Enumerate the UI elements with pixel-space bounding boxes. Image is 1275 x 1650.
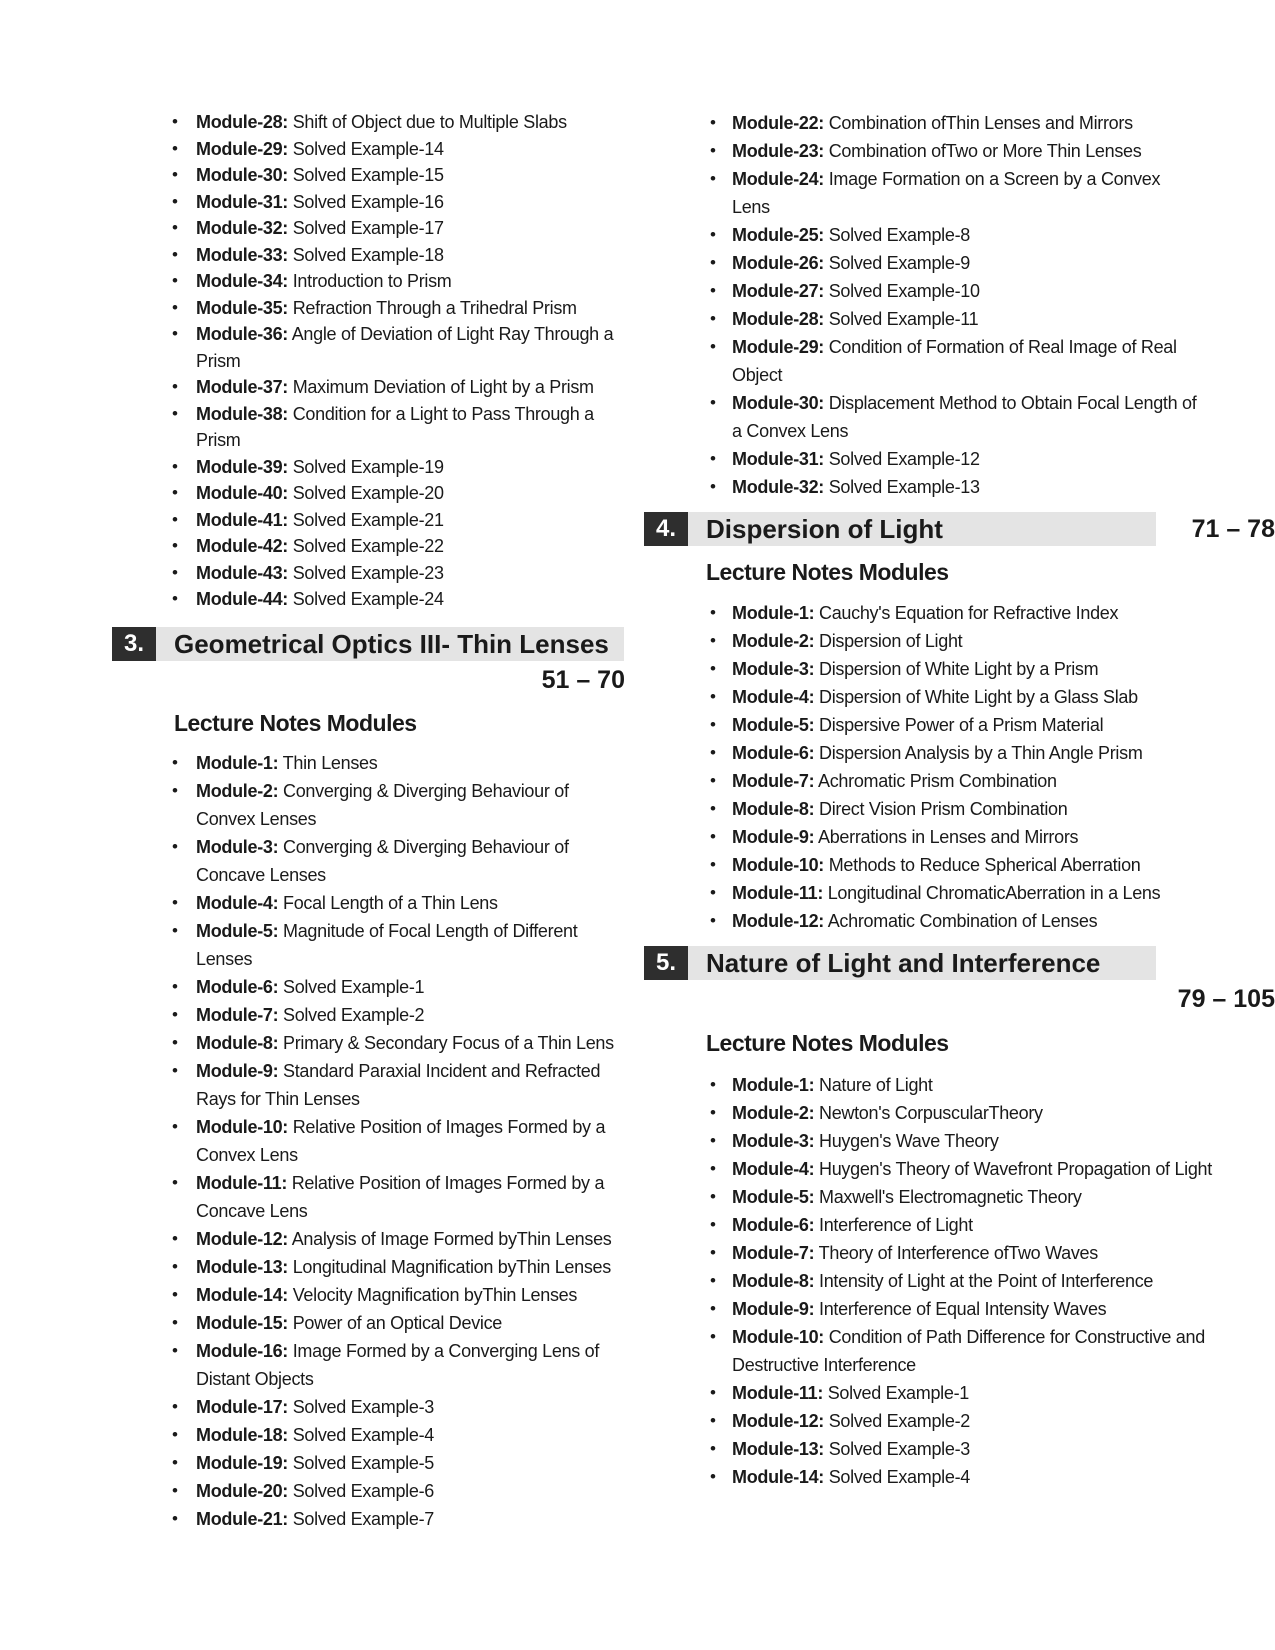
module-number-label: Module-32: xyxy=(732,477,825,497)
module-number-label: Module-27: xyxy=(732,281,825,301)
module-list-item xyxy=(196,749,626,777)
module-title: Solved Example-15 xyxy=(288,165,444,185)
module-title: Newton's CorpuscularTheory xyxy=(814,1103,1043,1123)
module-list-item xyxy=(732,137,1202,165)
module-list-item xyxy=(196,480,626,507)
module-number-label: Module-1: xyxy=(732,603,815,623)
module-number-label: Module-3: xyxy=(196,837,279,857)
module-number-label: Module-30: xyxy=(196,165,289,185)
module-list-item xyxy=(196,162,626,189)
module-list-item xyxy=(196,242,626,269)
module-number-label: Module-11: xyxy=(732,1383,824,1403)
module-list-item xyxy=(732,795,1212,823)
module-title: Condition of Path Difference for Constructive and Destructive Interference xyxy=(732,1327,1205,1375)
module-title: Solved Example-22 xyxy=(288,536,444,556)
module-number-label: Module-6: xyxy=(732,743,815,763)
module-title: Interference of Light xyxy=(814,1215,973,1235)
module-list-item xyxy=(196,777,626,833)
module-title: Relative Position of Images Formed by a Convex Lens xyxy=(196,1117,606,1165)
module-number-label: Module-2: xyxy=(732,1103,815,1123)
module-list-item xyxy=(732,473,1202,501)
module-title: Solved Example-3 xyxy=(288,1397,434,1417)
module-list-item xyxy=(732,305,1202,333)
module-list-item xyxy=(732,851,1212,879)
module-number-label: Module-10: xyxy=(732,1327,825,1347)
module-number-label: Module-13: xyxy=(196,1257,289,1277)
module-list-item xyxy=(196,507,626,534)
module-list-item xyxy=(196,1225,626,1253)
module-list-item xyxy=(196,533,626,560)
module-title: Solved Example-6 xyxy=(288,1481,434,1501)
module-list-item xyxy=(732,445,1202,473)
module-list-item xyxy=(196,1113,626,1169)
section-3-subheading: Lecture Notes Modules xyxy=(174,710,417,736)
module-number-label: Module-42: xyxy=(196,536,289,556)
module-list-item xyxy=(196,1029,626,1057)
module-number-label: Module-43: xyxy=(196,562,289,583)
module-title: Solved Example-2 xyxy=(278,1005,425,1025)
module-number-label: Module-30: xyxy=(732,393,825,413)
module-list-item xyxy=(196,189,626,216)
module-number-label: Module-41: xyxy=(196,509,289,530)
module-title: Angle of Deviation of Light Ray Through a Prism xyxy=(196,324,614,371)
module-list-item xyxy=(196,1253,626,1281)
module-list-item xyxy=(732,221,1202,249)
module-title: Shift of Object due to Multiple Slabs xyxy=(288,112,567,132)
module-number-label: Module-12: xyxy=(196,1229,289,1249)
module-list-item xyxy=(732,599,1212,627)
module-number-label: Module-24: xyxy=(732,169,825,189)
module-title: Relative Position of Images Formed by a Concave Lens xyxy=(196,1173,605,1221)
section-4-title: Dispersion of Light xyxy=(706,514,943,544)
module-list-continued xyxy=(732,109,1202,501)
module-number-label: Module-14: xyxy=(196,1285,289,1305)
module-title: Solved Example-7 xyxy=(288,1509,434,1529)
module-number-label: Module-3: xyxy=(732,1131,815,1151)
module-list-item xyxy=(732,739,1212,767)
module-title: Solved Example-10 xyxy=(824,281,980,301)
module-title: Dispersion Analysis by a Thin Angle Prism xyxy=(814,743,1143,763)
module-list-item xyxy=(732,627,1212,655)
module-title: Primary & Secondary Focus of a Thin Lens xyxy=(278,1033,614,1053)
section-3-title: Geometrical Optics III- Thin Lenses xyxy=(174,629,609,659)
module-list-item xyxy=(732,277,1202,305)
module-title: Interference of Equal Intensity Waves xyxy=(814,1299,1107,1319)
module-number-label: Module-1: xyxy=(196,753,279,773)
module-title: Focal Length of a Thin Lens xyxy=(278,893,498,913)
module-number-label: Module-5: xyxy=(732,1187,815,1207)
module-list-item xyxy=(196,215,626,242)
module-title: Solved Example-8 xyxy=(824,225,970,245)
module-number-label: Module-3: xyxy=(732,659,815,679)
module-number-label: Module-18: xyxy=(196,1425,289,1445)
module-number-label: Module-21: xyxy=(196,1509,289,1529)
module-title: Dispersive Power of a Prism Material xyxy=(814,715,1104,735)
module-number-label: Module-12: xyxy=(732,1411,825,1431)
module-number-label: Module-12: xyxy=(732,911,825,931)
module-list-item xyxy=(732,767,1212,795)
module-title: Theory of Interference ofTwo Waves xyxy=(814,1243,1098,1263)
module-list-item xyxy=(732,1183,1212,1211)
module-title: Solved Example-19 xyxy=(288,456,444,477)
module-title: Methods to Reduce Spherical Aberration xyxy=(824,855,1141,875)
module-number-label: Module-22: xyxy=(732,113,825,133)
module-list-item xyxy=(196,1309,626,1337)
module-number-label: Module-2: xyxy=(196,781,279,801)
module-number-label: Module-36: xyxy=(196,324,289,344)
module-number-label: Module-31: xyxy=(196,191,289,212)
module-number-label: Module-19: xyxy=(196,1453,289,1473)
module-list-item xyxy=(732,1099,1212,1127)
module-number-label: Module-38: xyxy=(196,403,289,424)
module-title: Dispersion of White Light by a Glass Slab xyxy=(814,687,1138,707)
module-number-label: Module-10: xyxy=(196,1117,289,1137)
module-title: Solved Example-1 xyxy=(278,977,425,997)
module-list-item xyxy=(196,321,626,374)
module-number-label: Module-5: xyxy=(196,921,279,941)
module-number-label: Module-35: xyxy=(196,297,289,318)
section-4-module-list xyxy=(732,599,1212,935)
module-list-item xyxy=(732,907,1212,935)
module-number-label: Module-28: xyxy=(732,309,825,329)
module-title: Solved Example-3 xyxy=(824,1439,970,1459)
module-list-item xyxy=(196,136,626,163)
module-number-label: Module-25: xyxy=(732,225,825,245)
module-number-label: Module-6: xyxy=(732,1215,815,1235)
module-number-label: Module-9: xyxy=(732,827,815,847)
module-title: Solved Example-9 xyxy=(824,253,970,273)
module-number-label: Module-34: xyxy=(196,271,289,291)
module-title: Solved Example-12 xyxy=(824,449,980,469)
module-list-item xyxy=(196,1505,626,1533)
module-title: Image Formation on a Screen by a Convex Lens xyxy=(732,169,1161,217)
module-title: Solved Example-4 xyxy=(288,1425,434,1445)
module-title: Solved Example-18 xyxy=(288,244,444,265)
module-list-item xyxy=(196,268,626,295)
module-number-label: Module-2: xyxy=(732,631,815,651)
module-list-item xyxy=(196,295,626,322)
module-list-item xyxy=(732,1211,1212,1239)
module-number-label: Module-16: xyxy=(196,1341,289,1361)
module-title: Solved Example-20 xyxy=(288,483,444,503)
module-number-label: Module-44: xyxy=(196,589,289,609)
module-list-item xyxy=(196,1169,626,1225)
module-list-item xyxy=(196,1057,626,1113)
section-5-page-range: 79 – 105 xyxy=(1177,985,1275,1013)
module-title: Achromatic Combination of Lenses xyxy=(824,911,1098,931)
section-3-module-list xyxy=(196,749,626,1533)
module-title: Cauchy's Equation for Refractive Index xyxy=(814,603,1119,623)
section-3-page-range: 51 – 70 xyxy=(541,666,625,694)
module-title: Solved Example-16 xyxy=(288,191,444,212)
module-list-item xyxy=(196,560,626,587)
module-list-item xyxy=(732,389,1202,445)
module-list-item xyxy=(732,165,1202,221)
module-title: Thin Lenses xyxy=(278,753,378,773)
module-number-label: Module-26: xyxy=(732,253,825,273)
module-list-item xyxy=(732,879,1212,907)
module-title: Velocity Magnification byThin Lenses xyxy=(288,1285,578,1305)
module-list-item xyxy=(732,1379,1212,1407)
module-list-item xyxy=(196,1449,626,1477)
module-title: Maximum Deviation of Light by a Prism xyxy=(288,377,594,397)
module-number-label: Module-29: xyxy=(196,138,289,159)
module-number-label: Module-7: xyxy=(732,1243,815,1263)
module-title: Combination ofThin Lenses and Mirrors xyxy=(824,113,1133,133)
module-list-item xyxy=(732,711,1212,739)
module-title: Direct Vision Prism Combination xyxy=(814,799,1068,819)
module-title: Intensity of Light at the Point of Interference xyxy=(814,1271,1154,1291)
section-4-subheading: Lecture Notes Modules xyxy=(706,559,949,585)
module-list-item xyxy=(732,655,1212,683)
module-title: Standard Paraxial Incident and Refracted Rays for Thin Lenses xyxy=(196,1061,601,1109)
module-list-item xyxy=(196,1001,626,1029)
module-title: Solved Example-17 xyxy=(288,218,444,238)
module-list-item xyxy=(732,1127,1212,1155)
module-title: Refraction Through a Trihedral Prism xyxy=(288,297,577,318)
module-title: Dispersion of Light xyxy=(814,631,963,651)
module-list-item xyxy=(732,1071,1212,1099)
module-number-label: Module-28: xyxy=(196,112,289,132)
module-number-label: Module-6: xyxy=(196,977,279,997)
module-list-item xyxy=(732,1267,1212,1295)
module-title: Solved Example-24 xyxy=(288,589,444,609)
section-5-module-list xyxy=(732,1071,1212,1491)
module-list-item xyxy=(196,454,626,481)
module-number-label: Module-37: xyxy=(196,377,289,397)
section-5-title: Nature of Light and Interference xyxy=(706,948,1101,978)
module-number-label: Module-31: xyxy=(732,449,825,469)
module-title: Longitudinal ChromaticAberration in a Lens xyxy=(823,883,1161,903)
module-list-item xyxy=(196,401,626,454)
module-list-item xyxy=(732,1407,1212,1435)
module-number-label: Module-29: xyxy=(732,337,825,357)
module-list-item xyxy=(196,1337,626,1393)
module-list-item xyxy=(732,823,1212,851)
module-list-item xyxy=(732,249,1202,277)
module-title: Solved Example-13 xyxy=(824,477,980,497)
module-title: Solved Example-1 xyxy=(823,1383,969,1403)
module-title: Solved Example-21 xyxy=(288,509,444,530)
module-title: Huygen's Wave Theory xyxy=(814,1131,999,1151)
module-number-label: Module-7: xyxy=(732,771,815,791)
module-title: Condition of Formation of Real Image of Real Object xyxy=(732,337,1177,385)
module-title: Dispersion of White Light by a Prism xyxy=(814,659,1099,679)
module-title: Solved Example-14 xyxy=(288,138,444,159)
module-title: Image Formed by a Converging Lens of Distant Objects xyxy=(196,1341,600,1389)
module-title: Solved Example-11 xyxy=(824,309,979,329)
module-title: Power of an Optical Device xyxy=(288,1313,503,1333)
module-list-item xyxy=(732,1155,1212,1183)
module-list-item xyxy=(196,586,626,613)
module-list-item xyxy=(196,374,626,401)
section-4-number: 4. xyxy=(644,512,688,546)
section-5-number: 5. xyxy=(644,946,688,980)
module-number-label: Module-11: xyxy=(732,883,824,903)
module-number-label: Module-9: xyxy=(732,1299,815,1319)
module-number-label: Module-9: xyxy=(196,1061,279,1081)
section-3-number: 3. xyxy=(112,627,156,661)
module-number-label: Module-15: xyxy=(196,1313,289,1333)
module-title: Nature of Light xyxy=(814,1075,933,1095)
section-4-page-range: 71 – 78 xyxy=(1191,515,1275,543)
module-list-item xyxy=(196,1393,626,1421)
module-title: Maxwell's Electromagnetic Theory xyxy=(814,1187,1082,1207)
module-list-item xyxy=(732,1295,1212,1323)
module-title: Converging & Diverging Behaviour of Convex Lenses xyxy=(196,781,569,829)
module-title: Converging & Diverging Behaviour of Concave Lenses xyxy=(196,837,569,885)
module-number-label: Module-14: xyxy=(732,1467,825,1487)
module-list-item xyxy=(732,1463,1212,1491)
module-title: Aberrations in Lenses and Mirrors xyxy=(814,827,1079,847)
module-title: Solved Example-5 xyxy=(288,1453,434,1473)
module-number-label: Module-17: xyxy=(196,1397,289,1417)
module-number-label: Module-33: xyxy=(196,244,289,265)
module-number-label: Module-23: xyxy=(732,141,825,161)
module-number-label: Module-4: xyxy=(732,1159,815,1179)
module-title: Analysis of Image Formed byThin Lenses xyxy=(288,1229,612,1249)
module-list-item xyxy=(732,1435,1212,1463)
module-title: Displacement Method to Obtain Focal Length of a Convex Lens xyxy=(732,393,1197,441)
module-list-item xyxy=(732,1239,1212,1267)
module-number-label: Module-1: xyxy=(732,1075,815,1095)
module-title: Introduction to Prism xyxy=(288,271,452,291)
module-list-item xyxy=(196,917,626,973)
module-number-label: Module-7: xyxy=(196,1005,279,1025)
module-title: Solved Example-23 xyxy=(288,562,444,583)
module-number-label: Module-8: xyxy=(196,1033,279,1053)
module-list-item xyxy=(196,1477,626,1505)
module-title: Solved Example-4 xyxy=(824,1467,970,1487)
module-number-label: Module-8: xyxy=(732,1271,815,1291)
module-number-label: Module-40: xyxy=(196,483,289,503)
module-list-item xyxy=(196,833,626,889)
module-list-item xyxy=(196,889,626,917)
module-list-item xyxy=(732,683,1212,711)
module-list-item xyxy=(196,109,626,136)
module-number-label: Module-39: xyxy=(196,456,289,477)
module-number-label: Module-8: xyxy=(732,799,815,819)
module-title: Magnitude of Focal Length of Different Lenses xyxy=(196,921,578,969)
module-title: Solved Example-2 xyxy=(824,1411,970,1431)
module-title: Achromatic Prism Combination xyxy=(814,771,1057,791)
module-number-label: Module-4: xyxy=(196,893,279,913)
module-list-continued xyxy=(196,109,626,613)
section-5-subheading: Lecture Notes Modules xyxy=(706,1030,949,1056)
module-list-item xyxy=(732,333,1202,389)
module-number-label: Module-5: xyxy=(732,715,815,735)
module-title: Condition for a Light to Pass Through a Prism xyxy=(196,403,594,450)
module-title: Longitudinal Magnification byThin Lenses xyxy=(288,1257,611,1277)
module-list-item xyxy=(732,109,1202,137)
module-list-item xyxy=(196,1281,626,1309)
module-title: Combination ofTwo or More Thin Lenses xyxy=(824,141,1142,161)
module-number-label: Module-11: xyxy=(196,1173,288,1193)
module-list-item xyxy=(196,973,626,1001)
module-number-label: Module-4: xyxy=(732,687,815,707)
module-number-label: Module-32: xyxy=(196,218,289,238)
module-number-label: Module-13: xyxy=(732,1439,825,1459)
module-list-item xyxy=(732,1323,1212,1379)
module-title: Huygen's Theory of Wavefront Propagation of Light xyxy=(814,1159,1212,1179)
module-number-label: Module-10: xyxy=(732,855,825,875)
module-number-label: Module-20: xyxy=(196,1481,289,1501)
module-list-item xyxy=(196,1421,626,1449)
